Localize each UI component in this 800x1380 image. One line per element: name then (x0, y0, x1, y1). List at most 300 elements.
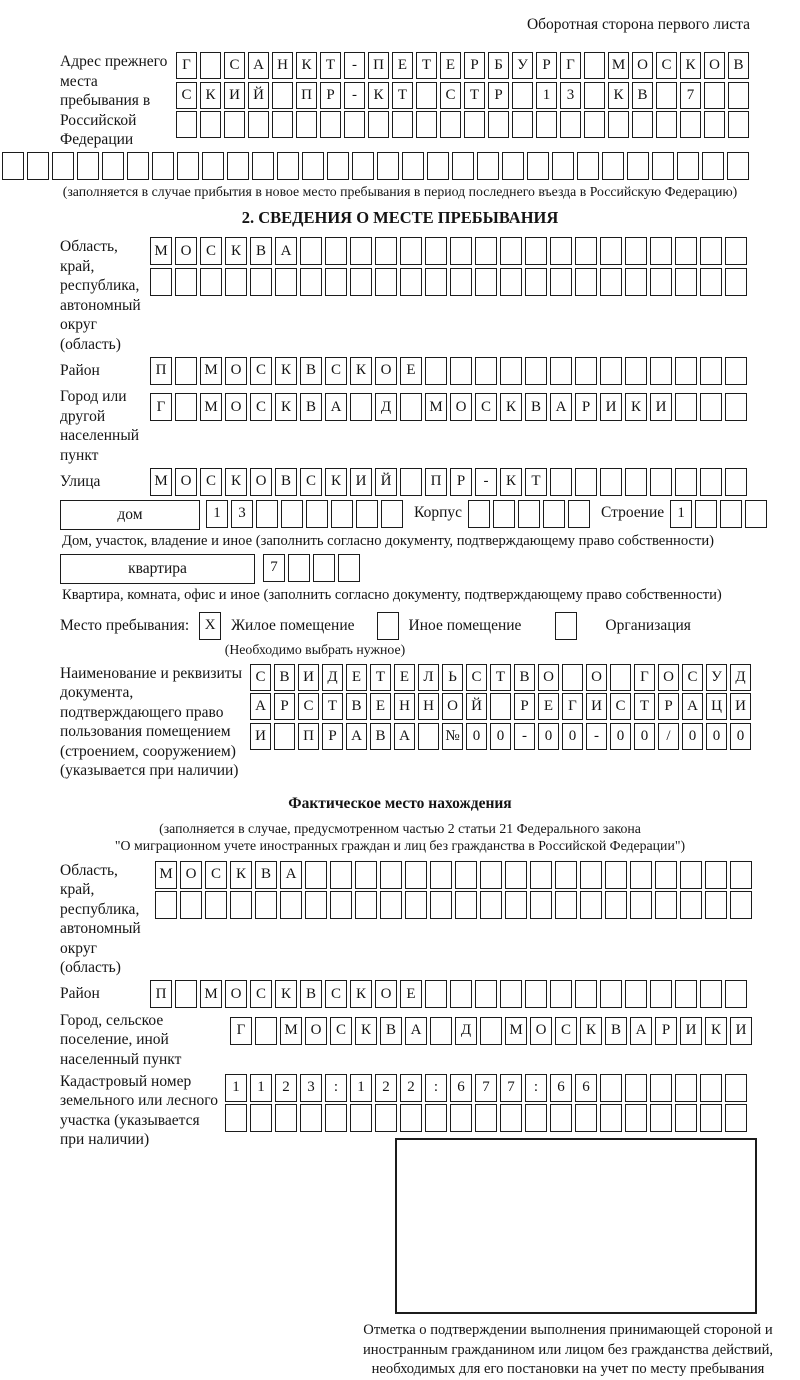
grid-cell-filled[interactable]: А (325, 393, 347, 421)
grid-cell-filled[interactable]: О (704, 52, 725, 79)
grid-cell-filled[interactable]: К (608, 82, 629, 109)
grid-cell-empty[interactable] (625, 1104, 647, 1132)
grid-cell-empty[interactable] (176, 111, 197, 138)
grid-cell-filled[interactable]: С (250, 357, 272, 385)
grid-cell-filled[interactable]: Е (440, 52, 461, 79)
grid-cell-filled[interactable]: П (425, 468, 447, 496)
grid-cell-filled[interactable]: О (586, 664, 607, 691)
grid-cell-empty[interactable] (500, 1104, 522, 1132)
grid-cell-empty[interactable] (77, 152, 99, 180)
grid-cell-empty[interactable] (560, 111, 581, 138)
grid-cell-empty[interactable] (705, 891, 727, 919)
grid-cell-empty[interactable] (675, 1104, 697, 1132)
grid-cell-filled[interactable]: Е (370, 693, 391, 720)
grid-cell-filled[interactable]: / (658, 723, 679, 750)
grid-cell-filled[interactable]: В (300, 980, 322, 1008)
grid-cell-filled[interactable]: В (728, 52, 749, 79)
grid-cell-filled[interactable]: Т (490, 664, 511, 691)
grid-cell-filled[interactable]: - (344, 82, 365, 109)
grid-cell-empty[interactable] (525, 1104, 547, 1132)
grid-cell-empty[interactable] (500, 980, 522, 1008)
grid-cell-filled[interactable]: К (230, 861, 252, 889)
grid-cell-filled[interactable]: О (450, 393, 472, 421)
grid-cell-filled[interactable]: 0 (466, 723, 487, 750)
grid-cell-filled[interactable]: О (442, 693, 463, 720)
grid-cell-filled[interactable]: С (224, 52, 245, 79)
grid-cell-empty[interactable] (416, 82, 437, 109)
grid-cell-filled[interactable]: А (394, 723, 415, 750)
grid-cell-empty[interactable] (300, 1104, 322, 1132)
grid-cell-empty[interactable] (652, 152, 674, 180)
grid-cell-empty[interactable] (155, 891, 177, 919)
grid-cell-empty[interactable] (248, 111, 269, 138)
grid-cell-empty[interactable] (405, 861, 427, 889)
grid-cell-filled[interactable]: К (705, 1017, 727, 1045)
grid-cell-empty[interactable] (650, 1074, 672, 1102)
grid-cell-empty[interactable] (440, 111, 461, 138)
grid-cell-filled[interactable]: И (350, 468, 372, 496)
grid-cell-empty[interactable] (330, 861, 352, 889)
grid-cell-empty[interactable] (250, 268, 272, 296)
grid-cell-empty[interactable] (225, 268, 247, 296)
grid-cell-empty[interactable] (600, 357, 622, 385)
grid-cell-filled[interactable]: Г (150, 393, 172, 421)
grid-cell-empty[interactable] (625, 980, 647, 1008)
grid-cell-filled[interactable]: О (375, 357, 397, 385)
grid-cell-filled[interactable]: О (250, 468, 272, 496)
grid-cell-filled[interactable]: О (225, 980, 247, 1008)
grid-cell-empty[interactable] (425, 980, 447, 1008)
grid-cell-filled[interactable]: С (250, 664, 271, 691)
grid-cell-empty[interactable] (425, 357, 447, 385)
grid-cell-empty[interactable] (500, 237, 522, 265)
grid-cell-filled[interactable]: С (475, 393, 497, 421)
grid-cell-filled[interactable]: И (250, 723, 271, 750)
grid-cell-filled[interactable]: Т (634, 693, 655, 720)
grid-cell-empty[interactable] (175, 393, 197, 421)
grid-cell-empty[interactable] (704, 111, 725, 138)
house-box[interactable]: дом (60, 500, 200, 530)
grid-cell-empty[interactable] (725, 268, 747, 296)
grid-cell-filled[interactable]: Л (418, 664, 439, 691)
grid-cell-empty[interactable] (306, 500, 328, 528)
grid-cell-filled[interactable]: 0 (682, 723, 703, 750)
grid-cell-empty[interactable] (493, 500, 515, 528)
grid-cell-filled[interactable]: М (150, 468, 172, 496)
grid-cell-empty[interactable] (730, 861, 752, 889)
grid-cell-filled[interactable]: В (346, 693, 367, 720)
grid-cell-empty[interactable] (677, 152, 699, 180)
grid-cell-filled[interactable]: В (370, 723, 391, 750)
grid-cell-filled[interactable]: С (250, 393, 272, 421)
grid-cell-filled[interactable]: С (325, 357, 347, 385)
grid-cell-empty[interactable] (700, 268, 722, 296)
grid-cell-empty[interactable] (375, 237, 397, 265)
grid-cell-empty[interactable] (477, 152, 499, 180)
grid-cell-filled[interactable]: Г (230, 1017, 252, 1045)
grid-cell-empty[interactable] (455, 861, 477, 889)
grid-cell-empty[interactable] (500, 357, 522, 385)
grid-cell-filled[interactable]: Й (466, 693, 487, 720)
grid-cell-filled[interactable]: 7 (500, 1074, 522, 1102)
grid-cell-empty[interactable] (350, 393, 372, 421)
grid-cell-empty[interactable] (728, 111, 749, 138)
grid-cell-empty[interactable] (700, 1104, 722, 1132)
grid-cell-filled[interactable]: О (175, 237, 197, 265)
grid-cell-filled[interactable]: А (682, 693, 703, 720)
grid-cell-filled[interactable]: В (632, 82, 653, 109)
grid-cell-filled[interactable]: О (180, 861, 202, 889)
grid-cell-empty[interactable] (327, 152, 349, 180)
grid-cell-filled[interactable]: И (224, 82, 245, 109)
grid-cell-filled[interactable]: М (200, 357, 222, 385)
grid-cell-filled[interactable]: М (200, 393, 222, 421)
grid-cell-filled[interactable]: В (255, 861, 277, 889)
grid-cell-filled[interactable]: К (296, 52, 317, 79)
grid-cell-empty[interactable] (152, 152, 174, 180)
grid-cell-empty[interactable] (400, 237, 422, 265)
grid-cell-empty[interactable] (102, 152, 124, 180)
grid-cell-empty[interactable] (527, 152, 549, 180)
grid-cell-filled[interactable]: 1 (536, 82, 557, 109)
grid-cell-empty[interactable] (650, 468, 672, 496)
grid-cell-empty[interactable] (600, 268, 622, 296)
grid-cell-filled[interactable]: О (530, 1017, 552, 1045)
grid-cell-empty[interactable] (227, 152, 249, 180)
grid-cell-filled[interactable]: К (680, 52, 701, 79)
grid-cell-filled[interactable]: В (514, 664, 535, 691)
grid-cell-filled[interactable]: Н (418, 693, 439, 720)
grid-cell-filled[interactable]: И (298, 664, 319, 691)
grid-cell-filled[interactable]: Р (655, 1017, 677, 1045)
grid-cell-filled[interactable]: : (525, 1074, 547, 1102)
grid-cell-filled[interactable]: К (500, 468, 522, 496)
grid-cell-empty[interactable] (313, 554, 335, 582)
grid-cell-filled[interactable]: Р (322, 723, 343, 750)
grid-cell-filled[interactable]: А (550, 393, 572, 421)
grid-cell-filled[interactable]: 2 (275, 1074, 297, 1102)
grid-cell-empty[interactable] (584, 82, 605, 109)
grid-cell-filled[interactable]: Е (400, 980, 422, 1008)
grid-cell-empty[interactable] (700, 393, 722, 421)
grid-cell-empty[interactable] (650, 980, 672, 1008)
grid-cell-filled[interactable]: М (505, 1017, 527, 1045)
grid-cell-empty[interactable] (550, 268, 572, 296)
grid-cell-filled[interactable]: П (150, 357, 172, 385)
grid-cell-empty[interactable] (2, 152, 24, 180)
grid-cell-empty[interactable] (725, 980, 747, 1008)
grid-cell-filled[interactable]: Г (634, 664, 655, 691)
grid-cell-filled[interactable]: 2 (400, 1074, 422, 1102)
grid-cell-empty[interactable] (416, 111, 437, 138)
grid-cell-filled[interactable]: Е (392, 52, 413, 79)
grid-cell-filled[interactable]: 1 (225, 1074, 247, 1102)
grid-cell-empty[interactable] (338, 554, 360, 582)
grid-cell-empty[interactable] (330, 891, 352, 919)
grid-cell-empty[interactable] (464, 111, 485, 138)
grid-cell-empty[interactable] (575, 1104, 597, 1132)
grid-cell-empty[interactable] (730, 891, 752, 919)
grid-cell-empty[interactable] (675, 393, 697, 421)
grid-cell-empty[interactable] (704, 82, 725, 109)
stay-type-checkbox-other[interactable] (377, 612, 399, 640)
grid-cell-empty[interactable] (650, 237, 672, 265)
grid-cell-empty[interactable] (400, 1104, 422, 1132)
grid-cell-filled[interactable]: В (274, 664, 295, 691)
grid-cell-filled[interactable]: П (296, 82, 317, 109)
grid-cell-empty[interactable] (725, 1074, 747, 1102)
grid-cell-empty[interactable] (518, 500, 540, 528)
grid-cell-filled[interactable]: С (325, 980, 347, 1008)
grid-cell-empty[interactable] (275, 268, 297, 296)
grid-cell-filled[interactable]: - (475, 468, 497, 496)
grid-cell-filled[interactable]: У (706, 664, 727, 691)
grid-cell-empty[interactable] (500, 268, 522, 296)
grid-cell-filled[interactable]: Р (464, 52, 485, 79)
grid-cell-empty[interactable] (584, 111, 605, 138)
stay-type-checkbox-organization[interactable] (555, 612, 577, 640)
grid-cell-empty[interactable] (355, 861, 377, 889)
grid-cell-empty[interactable] (675, 237, 697, 265)
grid-cell-filled[interactable]: И (680, 1017, 702, 1045)
grid-cell-filled[interactable]: 3 (231, 500, 253, 528)
grid-cell-filled[interactable]: А (248, 52, 269, 79)
stay-type-checkbox-residential[interactable]: X (199, 612, 221, 640)
grid-cell-empty[interactable] (575, 237, 597, 265)
grid-cell-empty[interactable] (632, 111, 653, 138)
grid-cell-filled[interactable]: К (325, 468, 347, 496)
grid-cell-filled[interactable]: С (298, 693, 319, 720)
grid-cell-filled[interactable]: Д (375, 393, 397, 421)
grid-cell-empty[interactable] (52, 152, 74, 180)
grid-cell-filled[interactable]: С (250, 980, 272, 1008)
grid-cell-empty[interactable] (488, 111, 509, 138)
grid-cell-empty[interactable] (480, 1017, 502, 1045)
grid-cell-filled[interactable]: К (275, 357, 297, 385)
grid-cell-empty[interactable] (450, 268, 472, 296)
grid-cell-filled[interactable]: Г (562, 693, 583, 720)
grid-cell-empty[interactable] (430, 1017, 452, 1045)
grid-cell-empty[interactable] (200, 111, 221, 138)
grid-cell-filled[interactable]: К (275, 393, 297, 421)
grid-cell-empty[interactable] (650, 1104, 672, 1132)
grid-cell-empty[interactable] (475, 357, 497, 385)
grid-cell-filled[interactable]: Р (320, 82, 341, 109)
grid-cell-filled[interactable]: 6 (575, 1074, 597, 1102)
grid-cell-empty[interactable] (468, 500, 490, 528)
grid-cell-filled[interactable]: С (656, 52, 677, 79)
grid-cell-filled[interactable]: Т (322, 693, 343, 720)
grid-cell-empty[interactable] (202, 152, 224, 180)
grid-cell-empty[interactable] (602, 152, 624, 180)
grid-cell-filled[interactable]: Д (322, 664, 343, 691)
grid-cell-empty[interactable] (580, 891, 602, 919)
grid-cell-filled[interactable]: 3 (300, 1074, 322, 1102)
grid-cell-filled[interactable]: Е (346, 664, 367, 691)
grid-cell-empty[interactable] (455, 891, 477, 919)
grid-cell-empty[interactable] (325, 237, 347, 265)
grid-cell-filled[interactable]: Р (514, 693, 535, 720)
grid-cell-filled[interactable]: 0 (538, 723, 559, 750)
grid-cell-empty[interactable] (272, 82, 293, 109)
grid-cell-filled[interactable]: С (300, 468, 322, 496)
grid-cell-empty[interactable] (305, 891, 327, 919)
grid-cell-filled[interactable]: И (600, 393, 622, 421)
grid-cell-empty[interactable] (475, 237, 497, 265)
grid-cell-filled[interactable]: С (440, 82, 461, 109)
grid-cell-empty[interactable] (655, 891, 677, 919)
grid-cell-filled[interactable]: Д (455, 1017, 477, 1045)
grid-cell-filled[interactable]: 0 (634, 723, 655, 750)
grid-cell-filled[interactable]: А (275, 237, 297, 265)
apartment-box[interactable]: квартира (60, 554, 255, 584)
grid-cell-filled[interactable]: К (355, 1017, 377, 1045)
grid-cell-filled[interactable]: О (538, 664, 559, 691)
grid-cell-empty[interactable] (272, 111, 293, 138)
grid-cell-empty[interactable] (505, 891, 527, 919)
grid-cell-empty[interactable] (425, 1104, 447, 1132)
grid-cell-empty[interactable] (702, 152, 724, 180)
grid-cell-filled[interactable]: : (425, 1074, 447, 1102)
grid-cell-filled[interactable]: О (225, 393, 247, 421)
grid-cell-empty[interactable] (300, 268, 322, 296)
grid-cell-filled[interactable]: 0 (490, 723, 511, 750)
grid-cell-empty[interactable] (224, 111, 245, 138)
grid-cell-empty[interactable] (680, 861, 702, 889)
grid-cell-filled[interactable]: Ь (442, 664, 463, 691)
grid-cell-filled[interactable]: Е (400, 357, 422, 385)
grid-cell-empty[interactable] (600, 468, 622, 496)
grid-cell-filled[interactable]: О (375, 980, 397, 1008)
grid-cell-empty[interactable] (650, 268, 672, 296)
grid-cell-empty[interactable] (288, 554, 310, 582)
grid-cell-empty[interactable] (175, 357, 197, 385)
grid-cell-filled[interactable]: О (305, 1017, 327, 1045)
grid-cell-empty[interactable] (281, 500, 303, 528)
grid-cell-filled[interactable]: - (344, 52, 365, 79)
grid-cell-empty[interactable] (512, 111, 533, 138)
grid-cell-empty[interactable] (625, 237, 647, 265)
grid-cell-empty[interactable] (675, 980, 697, 1008)
grid-cell-empty[interactable] (680, 111, 701, 138)
grid-cell-empty[interactable] (700, 1074, 722, 1102)
grid-cell-empty[interactable] (725, 357, 747, 385)
grid-cell-empty[interactable] (392, 111, 413, 138)
grid-cell-empty[interactable] (555, 861, 577, 889)
grid-cell-filled[interactable]: О (225, 357, 247, 385)
grid-cell-empty[interactable] (605, 861, 627, 889)
grid-cell-filled[interactable]: М (280, 1017, 302, 1045)
grid-cell-filled[interactable]: И (730, 693, 751, 720)
grid-cell-filled[interactable]: С (200, 468, 222, 496)
grid-cell-empty[interactable] (584, 52, 605, 79)
grid-cell-empty[interactable] (577, 152, 599, 180)
grid-cell-filled[interactable]: У (512, 52, 533, 79)
grid-cell-filled[interactable]: М (155, 861, 177, 889)
grid-cell-empty[interactable] (630, 861, 652, 889)
grid-cell-empty[interactable] (700, 980, 722, 1008)
grid-cell-filled[interactable]: 1 (206, 500, 228, 528)
grid-cell-empty[interactable] (695, 500, 717, 528)
grid-cell-empty[interactable] (400, 268, 422, 296)
grid-cell-empty[interactable] (352, 152, 374, 180)
grid-cell-filled[interactable]: В (525, 393, 547, 421)
grid-cell-empty[interactable] (552, 152, 574, 180)
grid-cell-filled[interactable]: 7 (475, 1074, 497, 1102)
grid-cell-filled[interactable]: И (730, 1017, 752, 1045)
grid-cell-empty[interactable] (568, 500, 590, 528)
grid-cell-empty[interactable] (725, 393, 747, 421)
grid-cell-empty[interactable] (600, 1104, 622, 1132)
grid-cell-empty[interactable] (656, 82, 677, 109)
grid-cell-filled[interactable]: Т (416, 52, 437, 79)
grid-cell-filled[interactable]: Т (370, 664, 391, 691)
grid-cell-empty[interactable] (610, 664, 631, 691)
grid-cell-filled[interactable]: Е (538, 693, 559, 720)
grid-cell-filled[interactable]: : (325, 1074, 347, 1102)
grid-cell-empty[interactable] (305, 861, 327, 889)
grid-cell-empty[interactable] (608, 111, 629, 138)
grid-cell-empty[interactable] (575, 468, 597, 496)
grid-cell-empty[interactable] (200, 268, 222, 296)
grid-cell-empty[interactable] (302, 152, 324, 180)
grid-cell-empty[interactable] (300, 237, 322, 265)
grid-cell-filled[interactable]: О (632, 52, 653, 79)
grid-cell-empty[interactable] (625, 357, 647, 385)
grid-cell-filled[interactable]: К (225, 237, 247, 265)
grid-cell-empty[interactable] (425, 268, 447, 296)
grid-cell-filled[interactable]: 0 (610, 723, 631, 750)
grid-cell-empty[interactable] (525, 268, 547, 296)
grid-cell-empty[interactable] (350, 268, 372, 296)
grid-cell-filled[interactable]: Й (375, 468, 397, 496)
grid-cell-empty[interactable] (600, 980, 622, 1008)
grid-cell-empty[interactable] (725, 468, 747, 496)
grid-cell-filled[interactable]: 0 (730, 723, 751, 750)
grid-cell-empty[interactable] (725, 1104, 747, 1132)
grid-cell-empty[interactable] (675, 1074, 697, 1102)
grid-cell-empty[interactable] (502, 152, 524, 180)
grid-cell-filled[interactable]: В (300, 357, 322, 385)
grid-cell-empty[interactable] (27, 152, 49, 180)
grid-cell-empty[interactable] (405, 891, 427, 919)
grid-cell-empty[interactable] (177, 152, 199, 180)
grid-cell-empty[interactable] (252, 152, 274, 180)
grid-cell-filled[interactable]: В (250, 237, 272, 265)
grid-cell-filled[interactable]: Й (248, 82, 269, 109)
grid-cell-empty[interactable] (480, 861, 502, 889)
grid-cell-empty[interactable] (350, 1104, 372, 1132)
grid-cell-filled[interactable]: 7 (263, 554, 285, 582)
grid-cell-empty[interactable] (480, 891, 502, 919)
grid-cell-filled[interactable]: С (555, 1017, 577, 1045)
grid-cell-empty[interactable] (650, 357, 672, 385)
grid-cell-filled[interactable]: К (350, 980, 372, 1008)
grid-cell-filled[interactable]: Г (560, 52, 581, 79)
grid-cell-empty[interactable] (255, 1017, 277, 1045)
grid-cell-empty[interactable] (274, 723, 295, 750)
grid-cell-empty[interactable] (655, 861, 677, 889)
grid-cell-filled[interactable]: С (330, 1017, 352, 1045)
grid-cell-empty[interactable] (600, 237, 622, 265)
grid-cell-empty[interactable] (418, 723, 439, 750)
grid-cell-empty[interactable] (512, 82, 533, 109)
grid-cell-filled[interactable]: Н (394, 693, 415, 720)
grid-cell-empty[interactable] (680, 891, 702, 919)
grid-cell-filled[interactable]: Р (450, 468, 472, 496)
grid-cell-empty[interactable] (630, 891, 652, 919)
grid-cell-filled[interactable]: Н (272, 52, 293, 79)
